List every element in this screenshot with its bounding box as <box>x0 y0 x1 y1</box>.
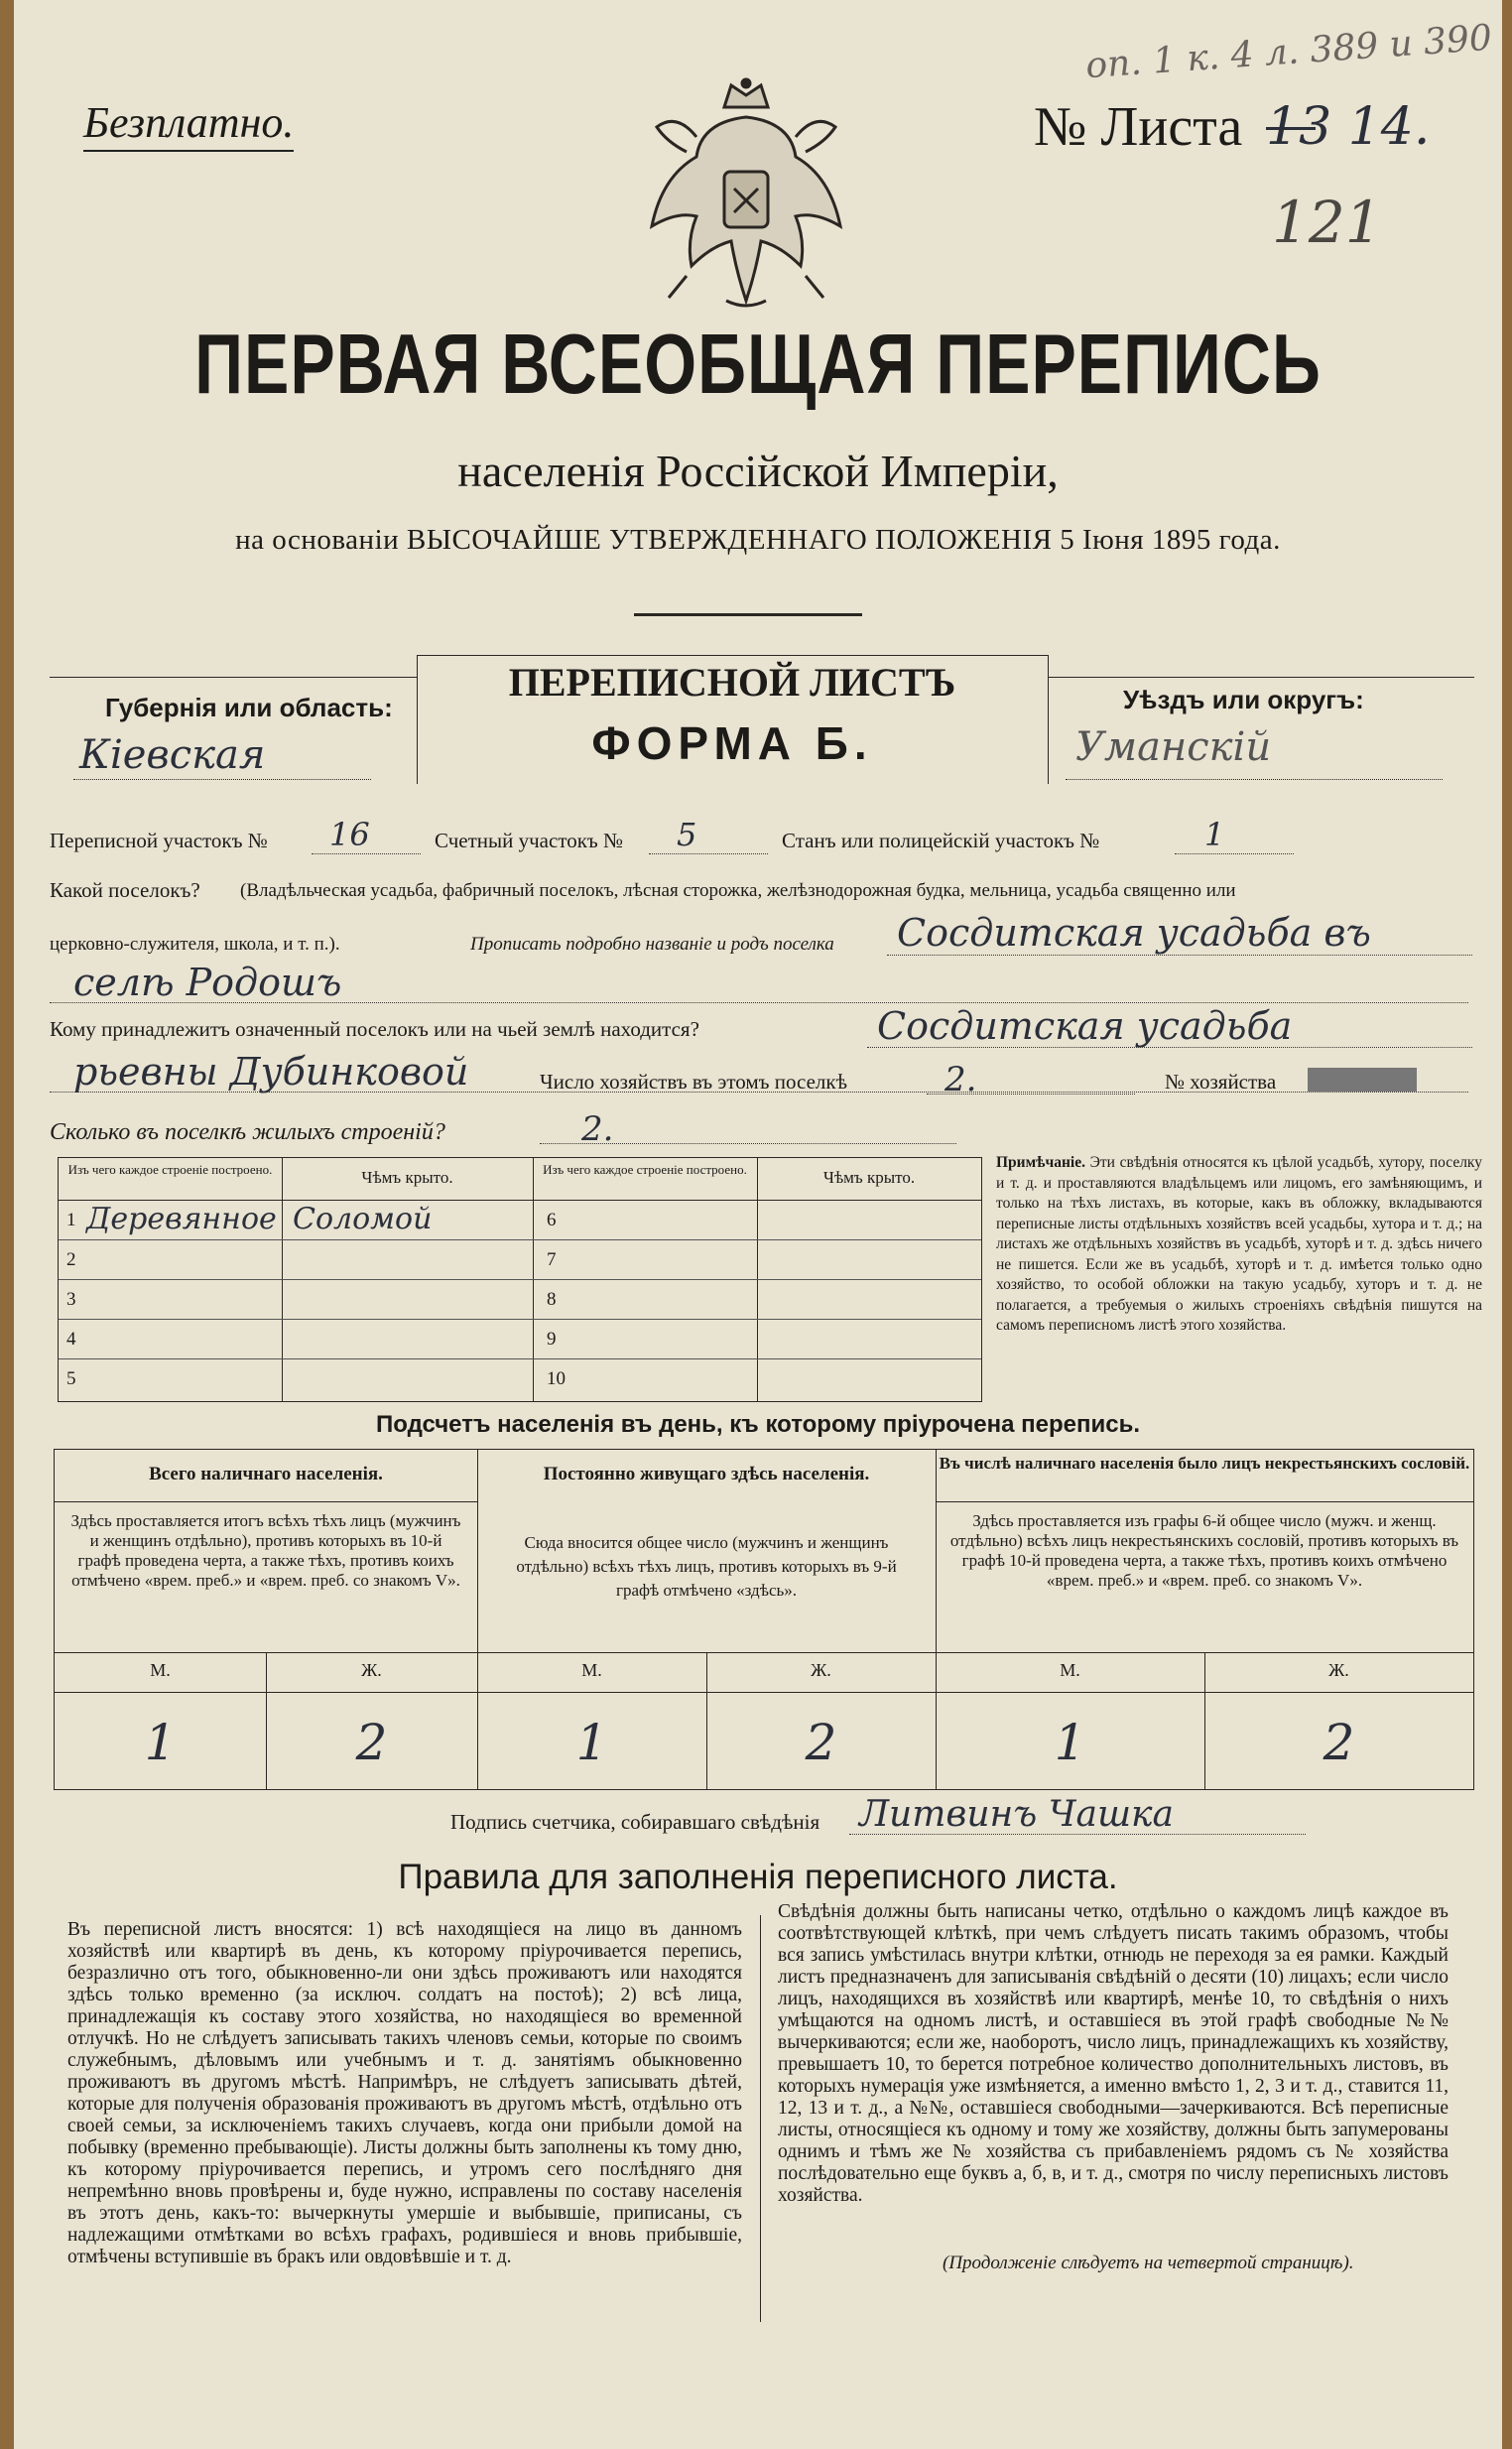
col-roof-header: Чѣмъ крыто. <box>361 1168 453 1187</box>
table-row-5 <box>59 1358 533 1400</box>
settlement-hint-3: Прописать подробно названіе и родъ поселка <box>470 934 834 955</box>
col2-title: Постоянно живущаго здѣсь населенія. <box>543 1464 870 1484</box>
owner-label: Кому принадлежитъ означенный поселокъ или на чьей землѣ находится? <box>50 1017 699 1041</box>
f-label-1: Ж. <box>361 1660 382 1680</box>
census-area-label: Переписной участокъ № <box>50 829 268 852</box>
province-value[interactable]: Кіевская <box>79 732 266 778</box>
table-row-10 <box>533 1358 981 1400</box>
nonpeasant-male[interactable]: 1 <box>1054 1714 1086 1771</box>
census-sheet <box>14 0 1502 2449</box>
count-area-label: Счетный участокъ № <box>435 829 624 852</box>
household-no-label: № хозяйства <box>1165 1070 1277 1094</box>
households-label: Число хозяйствъ въ этомъ поселкѣ <box>540 1070 847 1094</box>
buildings-label: Сколько въ поселкѣ жилыхъ строеній? <box>50 1119 445 1145</box>
row-number: 1 <box>66 1210 76 1230</box>
signature-label: Подпись счетчика, собиравшаго свѣдѣнія <box>450 1810 820 1834</box>
province-label: Губернія или область: <box>105 693 393 722</box>
row-roof[interactable]: Соломой <box>293 1202 433 1236</box>
pencil-number: 121 <box>1272 189 1382 256</box>
settlement-hint: (Владѣльческая усадьба, фабричный поселокъ, лѣсная сторожка, желѣзнодорожная будка, мельница, усадьба священно или <box>240 880 1236 901</box>
title-divider <box>634 613 862 616</box>
owner-value-2[interactable]: рьевны Дубинковой <box>73 1050 469 1094</box>
police-area-label: Станъ или полицейскій участокъ № <box>782 829 1100 852</box>
coat-of-arms-icon <box>637 77 855 325</box>
table-row-2 <box>59 1239 533 1280</box>
f-label-2: Ж. <box>811 1660 831 1680</box>
sheet-number-value: 13 14. <box>1266 97 1431 157</box>
row-number: 9 <box>547 1329 557 1350</box>
owner-value-1[interactable]: Сосдитская усадьба <box>877 1004 1293 1048</box>
rules-left: Въ переписной листъ вносятся: 1) всѣ находящіеся на лицо въ данномъ хозяйствѣ или квартирѣ въ день, къ которому пріурочивается перепись, безразлично отъ того, обыкновенно-ли они здѣсь проживаютъ или находятся здѣсь только временно (за исключ. солдатъ на постоѣ); 2) всѣ лица, принадлежащія къ составу этого хозяйства, но находящіеся во временной отлучкѣ. Но не слѣдуетъ записывать такихъ членовъ семьи, которые по своимъ служебнымъ, дѣловымъ или учебнымъ и т. д. занятіямъ обыкновенно проживаютъ въ другомъ мѣстѣ. Напримѣръ, не слѣдуетъ записывать дѣтей, которые для полученія образованія проживаютъ въ другомъ мѣстѣ, отдѣльно отъ своей семьи, за исключеніемъ такихъ случаевъ, когда они прибыли домой на побывку (временно пребывающіе). Листы должны быть заполнены къ тому дню, къ которому пріурочивается перепись, и утромъ сего послѣдняго дня непремѣнно вновь провѣрены и, буде нужно, исправлены по составу населенія въ этотъ день, какъ-то: вычеркнуты умершіе и выбывшіе, приписаны, съ надлежащими отмѣтками во всѣхъ графахъ, родившіеся и вновь прибывшіе, отмѣчены вступившіе въ бракъ или овдовѣвшіе и т. д. <box>67 1919 742 2267</box>
district-label: Уѣздъ или округъ: <box>1123 685 1364 714</box>
col-roof-header-2: Чѣмъ крыто. <box>822 1168 916 1187</box>
table-row-9 <box>533 1319 981 1359</box>
count-area-value[interactable]: 5 <box>677 816 697 853</box>
nonpeasant-female[interactable]: 2 <box>1323 1714 1355 1771</box>
rules-continued: (Продолженіе слѣдуетъ на четвертой страницѣ). <box>943 2253 1354 2273</box>
police-area-value[interactable]: 1 <box>1204 816 1225 853</box>
table-row-6 <box>533 1200 981 1240</box>
rules-divider <box>760 1915 761 2322</box>
table-row-3 <box>59 1279 533 1320</box>
table-row-4 <box>59 1319 533 1359</box>
row-number: 6 <box>547 1210 557 1230</box>
main-title: ПЕРВАЯ ВСЕОБЩАЯ ПЕРЕПИСЬ <box>194 317 1322 412</box>
col1-title: Всего наличнаго населенія. <box>149 1464 383 1484</box>
m-label-3: М. <box>1060 1660 1080 1680</box>
households-value[interactable]: 2. <box>945 1060 977 1099</box>
rules-right: Свѣдѣнія должны быть написаны четко, отдѣльно о каждомъ лицѣ каждое въ соотвѣтствующей клѣткѣ, при чемъ слѣдуетъ писать такимъ образомъ, чтобы вся запись умѣстилась внутри клѣтки, отнюдь не переходя за ея рамки. Каждый листъ предназначенъ для записыванія свѣдѣній о десяти (10) лицахъ; если число лицъ, находящихся въ хозяйствѣ или квартирѣ, менѣе 10, то свѣдѣнія о нихъ умѣщаются на одномъ листѣ, и оставшіеся въ этой графѣ свободные №№ вычеркиваются; если же, наоборотъ, число лицъ, принадлежащихъ къ хозяйству, превышаетъ 10, то берется потребное количество дополнительныхъ листовъ, въ которыхъ нумерація уже измѣняется, а именно вмѣсто 1, 2, 3 и т. д., ставится 11, 12, 13 и т. д., а №№, оставшіеся свободными—зачеркиваются. Всѣ переписные листы, относящіеся къ одному и тому же хозяйству, должны быть запумерованы однимъ и тѣмъ же № хозяйства съ прибавленіемъ рядомъ съ № хозяйства послѣдовательно еще буквъ а, б, в, и т. д., смотря по числу переписныхъ листовъ хозяйства. <box>778 1901 1449 2206</box>
col-material-header-2: Изъ чего каждое строеніе построено. <box>543 1162 747 1177</box>
present-male[interactable]: 1 <box>144 1714 177 1771</box>
buildings-value[interactable]: 2. <box>581 1109 614 1149</box>
row-number: 10 <box>547 1368 566 1389</box>
population-table <box>54 1449 1474 1790</box>
free-label: Безплатно. <box>83 97 294 152</box>
household-no-redacted <box>1308 1068 1417 1092</box>
col3-title: Въ числѣ наличнаго населенія было лицъ некрестьянскихъ сословій. <box>939 1454 1470 1473</box>
buildings-table <box>58 1157 982 1402</box>
basis-line: на основаніи ВЫСОЧАЙШЕ УТВЕРЖДЕННАГО ПОЛОЖЕНІЯ 5 Іюня 1895 года. <box>235 524 1281 556</box>
form-heading: ПЕРЕПИСНОЙ ЛИСТЪ <box>508 660 956 705</box>
col3-text: Здѣсь проставляется изъ графы 6-й общее число (мужч. и женщ. отдѣльно) всѣхъ лицъ некрестьянскихъ сословій, противъ которыхъ въ графѣ 10-й проведена черта, а также тѣхъ, противъ коихъ отмѣчено «врем. преб.» и «врем. преб. со знакомъ V». <box>949 1511 1459 1590</box>
f-label-3: Ж. <box>1328 1660 1349 1680</box>
table-row-7 <box>533 1239 981 1280</box>
archive-note: оп. 1 к. 4 л. 389 и 390 <box>1084 17 1494 87</box>
table-row-8 <box>533 1279 981 1320</box>
sheet-number-label: № Листа <box>1034 96 1243 158</box>
signature-value[interactable]: Литвинъ Чашка <box>859 1794 1175 1835</box>
struck-number <box>1266 127 1316 130</box>
resident-male[interactable]: 1 <box>575 1714 608 1771</box>
note-text: Эти свѣдѣнія относятся къ цѣлой усадьбѣ, хутору, поселку и т. д. и проставляются владѣльцемъ или лицомъ, его замѣняющимъ, и только на тѣхъ листахъ, въ которые, какъ въ обложку, вкладываются переписные листы отдѣльныхъ хозяйствъ всей усадьбы, хутора и т. д.; на листахъ же отдѣльныхъ хозяйствъ въ усадьбѣ, хуторѣ и т. д. здѣсь ничего не пишется. Если же въ усадьбѣ, хуторѣ и т. д. имѣется только одно хозяйство, то особой обложки на такую усадьбу, хуторъ и т. д. не полагается, а требуемыя о жилыхъ строеніяхъ свѣдѣнія пишутся на самомъ переписномъ листѣ этого хозяйства. <box>996 1154 1482 1334</box>
row-number: 8 <box>547 1289 557 1310</box>
settlement-label: Какой поселокъ? <box>50 878 200 902</box>
table-row-1 <box>59 1200 533 1240</box>
m-label-1: М. <box>150 1660 171 1680</box>
row-number: 2 <box>66 1249 76 1270</box>
col-material-header: Изъ чего каждое строеніе построено. <box>67 1162 273 1177</box>
row-number: 4 <box>66 1329 76 1350</box>
note <box>996 1153 1482 1337</box>
subtitle: населенія Россійской Имперіи, <box>457 446 1059 496</box>
row-number: 7 <box>547 1249 557 1270</box>
col2-text: Сюда вносится общее число (мужчинъ и женщинъ отдѣльно) всѣхъ тѣхъ лицъ, противъ которыхъ въ 9-й графѣ отмѣчено «здѣсь». <box>516 1533 897 1600</box>
note-title: Примѣчаніе. <box>996 1154 1085 1171</box>
settlement-value-1[interactable]: Сосдитская усадьба въ <box>897 911 1371 955</box>
row-material[interactable]: Деревянное <box>86 1202 277 1236</box>
row-number: 5 <box>66 1368 76 1389</box>
present-female[interactable]: 2 <box>355 1714 388 1771</box>
col1-text: Здѣсь проставляется итогъ всѣхъ тѣхъ лицъ (мужчинъ и женщинъ отдѣльно), противъ которыхъ въ 10-й графѣ проведена черта, а также тѣхъ, противъ коихъ отмѣчено «врем. преб.» и «врем. преб. со знакомъ V». <box>70 1511 461 1590</box>
resident-female[interactable]: 2 <box>805 1714 837 1771</box>
form-label: ФОРМА Б. <box>591 717 873 769</box>
settlement-hint-2: церковно-служителя, школа, и т. п.). <box>50 934 340 955</box>
district-value[interactable]: Уманскій <box>1075 724 1272 770</box>
population-heading: Подсчетъ населенія въ день, къ которому пріурочена перепись. <box>376 1411 1140 1438</box>
census-area-value[interactable]: 16 <box>329 816 370 853</box>
m-label-2: М. <box>581 1660 602 1680</box>
row-number: 3 <box>66 1289 76 1310</box>
settlement-value-2[interactable]: селѣ Родошъ <box>73 961 342 1004</box>
rules-heading: Правила для заполненія переписного листа. <box>398 1858 1118 1896</box>
